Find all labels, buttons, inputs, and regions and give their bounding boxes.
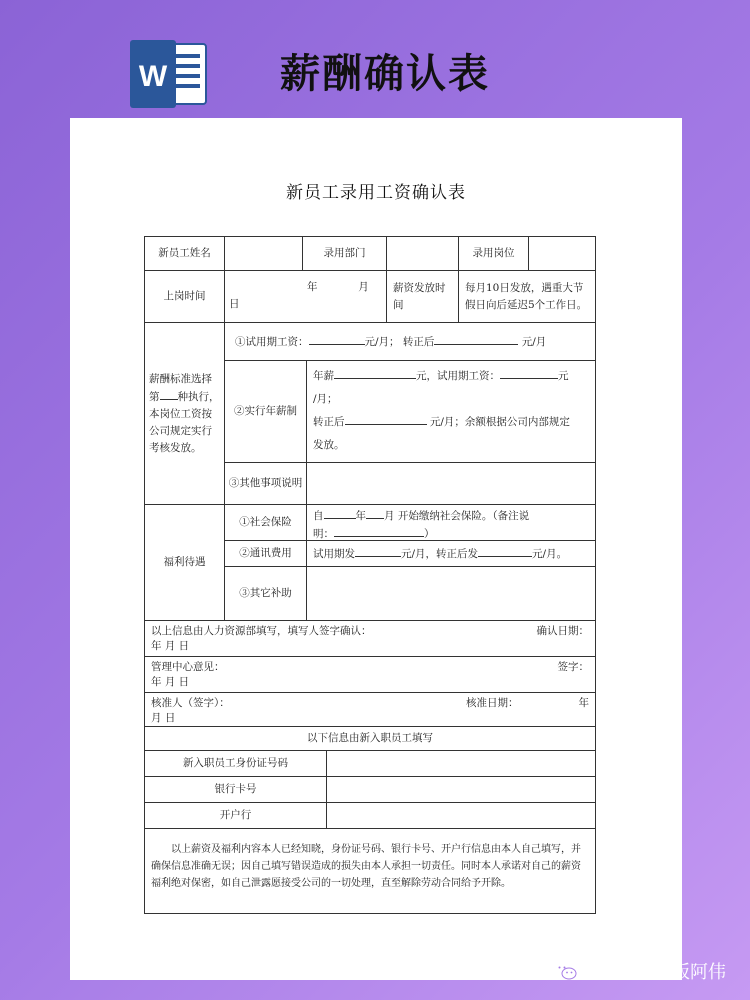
mgmt-date-ymd: 年 月 日 xyxy=(151,676,190,688)
name-label: 新员工姓名 xyxy=(145,237,225,271)
opt2-line1-b: 元，试用期工资： xyxy=(416,370,500,382)
month-text: 月 xyxy=(358,281,369,293)
watermark-text: 公众号 · 模板阿伟 xyxy=(582,962,726,983)
id-number-field[interactable] xyxy=(327,751,595,777)
approver-month-day: 月 日 xyxy=(151,712,176,724)
social-text-b: 年 xyxy=(355,510,366,522)
social-text-d: 明： xyxy=(313,528,334,540)
position-field[interactable] xyxy=(529,237,595,271)
mgmt-text: 管理中心意见： xyxy=(151,661,225,673)
word-icon xyxy=(130,40,210,108)
opt2-line1-a: 年薪 xyxy=(313,370,334,382)
opt2-line3-b: 元/月；余额根据公司内部规定 xyxy=(429,416,570,428)
salary-side-label xyxy=(145,323,225,505)
approver-year: 年 xyxy=(578,697,589,709)
hr-date-ymd: 年 月 日 xyxy=(151,640,190,652)
comm-text-c: 元/月。 xyxy=(532,548,568,560)
opt1-text-a: ①试用期工资： xyxy=(235,336,309,348)
bank-branch-label: 开户行 xyxy=(145,803,327,829)
management-opinion-row[interactable] xyxy=(145,657,595,693)
name-field[interactable] xyxy=(225,237,303,271)
start-date-label: 上岗时间 xyxy=(145,271,225,323)
hr-fill-row[interactable] xyxy=(145,621,595,657)
hr-text: 以上信息由人力资源部填写，填写人签字确认： xyxy=(151,625,372,637)
mgmt-sign-label: 签字： xyxy=(557,661,589,673)
comm-text-b: 元/月，转正后发 xyxy=(401,548,479,560)
approver-row[interactable] xyxy=(145,693,595,727)
dept-label: 录用部门 xyxy=(303,237,387,271)
approver-date-label: 核准日期： xyxy=(466,697,519,709)
other-subsidy-label: ③其它补助 xyxy=(225,567,307,621)
social-text-c: 月 开始缴纳社会保险。（备注说 xyxy=(384,510,530,522)
salary-option-2-detail[interactable] xyxy=(307,361,595,463)
other-subsidy-field[interactable] xyxy=(307,567,595,621)
social-insurance-detail[interactable] xyxy=(307,505,595,541)
statement-text: 以上薪资及福利内容本人已经知晓，身份证号码、银行卡号、开户行信息由本人自己填写，并确保信息准确无误；因自己填写错误造成的损失由本人承担一切责任。同时本人承诺对自己的薪资福利绝对保密，如自己泄露愿接受公司的一切处理，直至解除劳动合同给予开除。 xyxy=(151,844,581,889)
pay-time-value: 每月10日发放，遇重大节假日向后延迟5个工作日。 xyxy=(459,271,595,323)
banner-title: 薪酬确认表 xyxy=(280,51,490,97)
social-text-a: 自 xyxy=(313,510,324,522)
approver-text: 核准人（签字）： xyxy=(151,697,230,709)
salary-form xyxy=(144,236,596,914)
opt2-line3-a: 转正后 xyxy=(313,416,345,428)
salary-option-1[interactable] xyxy=(225,323,595,361)
wechat-icon xyxy=(553,961,577,981)
id-number-label: 新入职员工身份证号码 xyxy=(145,751,327,777)
communication-label: ②通讯费用 xyxy=(225,541,307,567)
document-page xyxy=(70,118,682,980)
bank-branch-field[interactable] xyxy=(327,803,595,829)
hr-date-label: 确认日期： xyxy=(536,625,589,637)
opt2-line4: 发放。 xyxy=(313,439,345,451)
social-insurance-label: ①社会保险 xyxy=(225,505,307,541)
bank-card-field[interactable] xyxy=(327,777,595,803)
svg-text:W: W xyxy=(138,60,168,93)
opt1-text-c: 元/月 xyxy=(521,336,547,348)
salary-option-3-field[interactable] xyxy=(307,463,595,505)
opt2-line1-c: 元 xyxy=(558,370,569,382)
employee-section-header: 以下信息由新入职员工填写 xyxy=(145,727,595,751)
position-label: 录用岗位 xyxy=(459,237,529,271)
day-text: 日 xyxy=(229,298,240,310)
comm-text-a: 试用期发 xyxy=(313,548,355,560)
social-text-e: ） xyxy=(424,528,435,540)
dept-field[interactable] xyxy=(387,237,459,271)
document-title: 新员工录用工资确认表 xyxy=(286,183,466,203)
salary-side-label-a: 薪酬标准选择第 xyxy=(149,372,212,403)
start-date-field[interactable] xyxy=(225,271,387,323)
welfare-side-label: 福利待遇 xyxy=(145,505,225,621)
communication-detail[interactable] xyxy=(307,541,595,567)
salary-option-3-label: ③其他事项说明 xyxy=(225,463,307,505)
watermark xyxy=(553,958,726,984)
pay-time-label: 薪资发放时间 xyxy=(387,271,459,323)
bank-card-label: 银行卡号 xyxy=(145,777,327,803)
salary-option-2-label: ②实行年薪制 xyxy=(225,361,307,463)
salary-side-label-b: 种执行，本岗位工资按公司规定实行考核发放。 xyxy=(149,390,220,454)
year-text: 年 xyxy=(307,281,318,293)
opt2-line2: /月； xyxy=(313,393,338,405)
opt1-text-b: 元/月； 转正后 xyxy=(364,336,435,348)
